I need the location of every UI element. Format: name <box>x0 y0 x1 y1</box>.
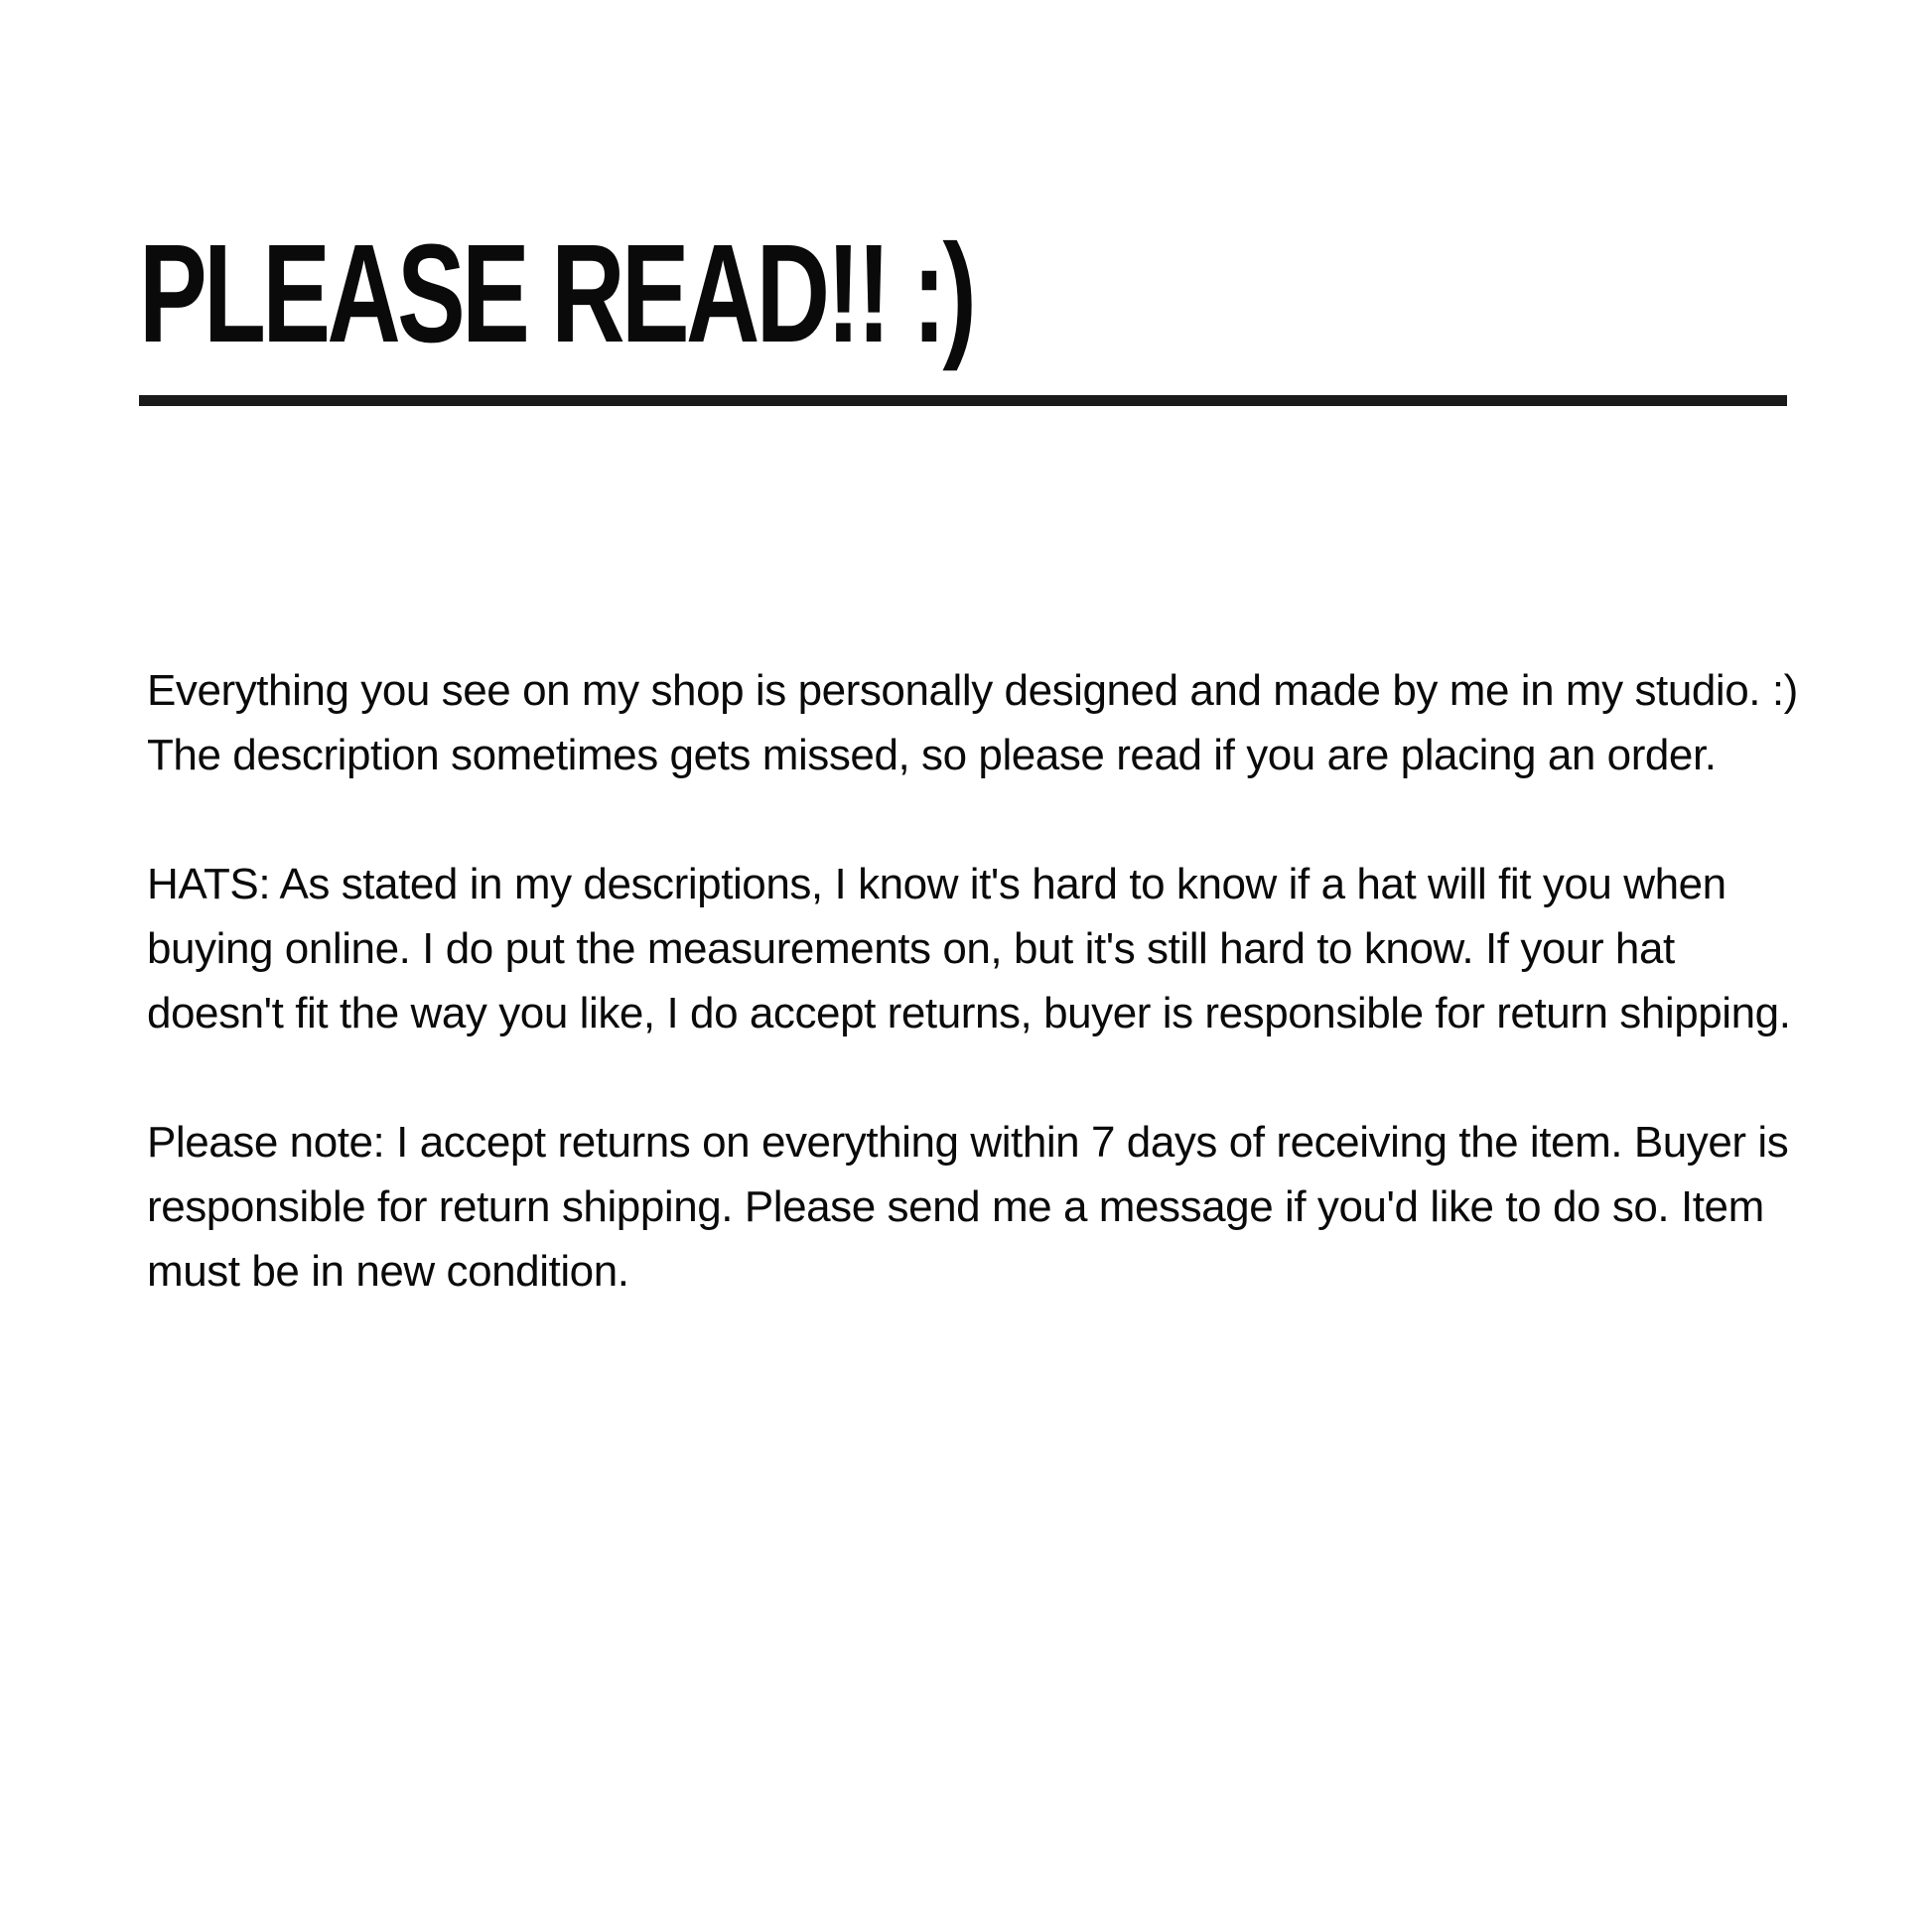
paragraph-intro: Everything you see on my shop is personally designed and made by me in my studio. :) The description sometimes gets missed, so please read if you are placing an order. <box>147 666 1798 779</box>
paragraph-hats: HATS: As stated in my descriptions, I know it's hard to know if a hat will fit you when buying online. I do put the measurements on, but it's still hard to know. If your hat doesn't fit the way you like, I do accept returns, buyer is responsible for return shipping. <box>147 860 1791 1037</box>
body-text <box>147 658 1805 1304</box>
title-divider <box>139 395 1787 406</box>
paragraph-returns: Please note: I accept returns on everything within 7 days of receiving the item. Buyer is responsible for return shipping. Please send me a message if you'd like to do so. Item must be in new condition. <box>147 1118 1789 1296</box>
page-title: PLEASE READ!! :) <box>139 214 974 371</box>
